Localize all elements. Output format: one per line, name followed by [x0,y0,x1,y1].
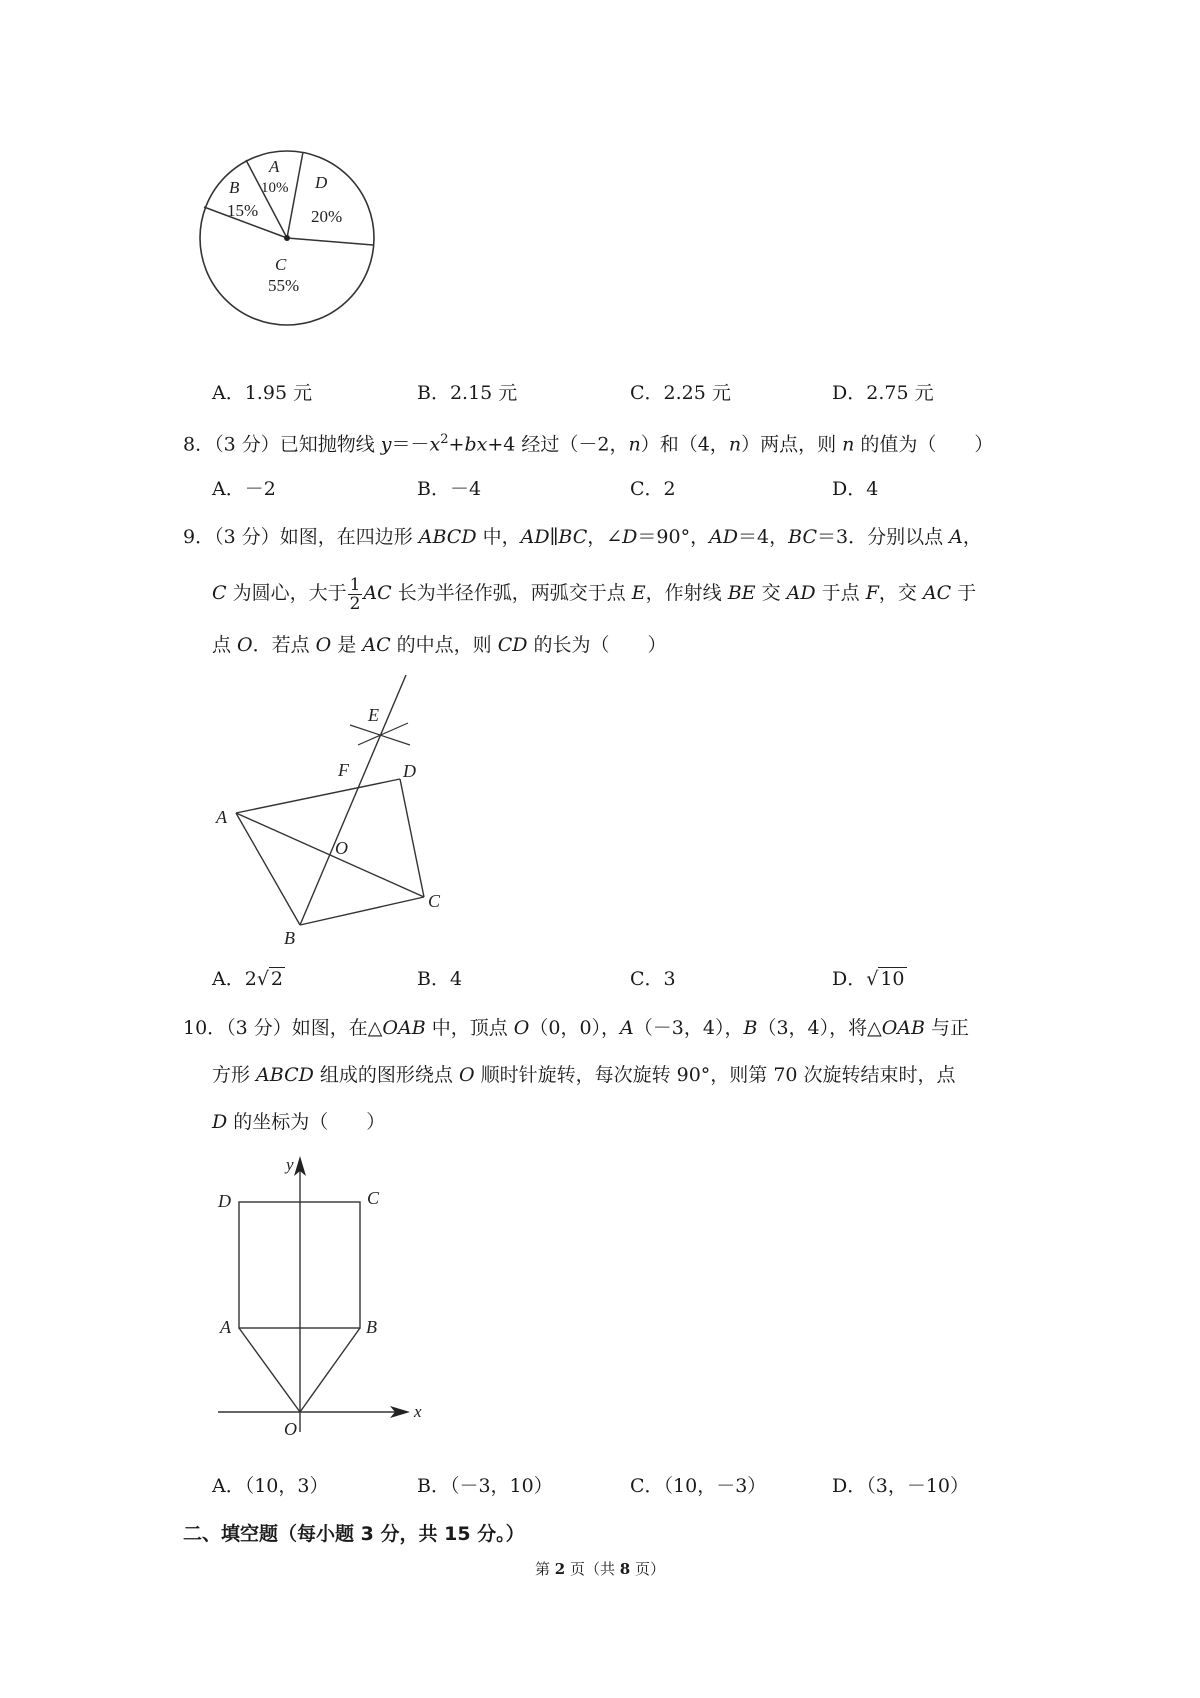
point-label-e: E [368,705,379,725]
q8-var-y: y [380,433,392,456]
q9-var: C [212,582,227,604]
q9-text: ， [962,526,982,548]
q10-option-b[interactable]: B．（－3，10） [417,1475,553,1497]
q10-var: OAB [881,1017,925,1039]
q9-text: 为圆心，大于 [226,582,347,604]
q10-text: 方形 [212,1064,257,1086]
q8-text: ）两点，则 [741,433,843,456]
segment-cb [300,897,424,925]
slice-label-d: D [315,173,328,192]
q9-var: O [237,634,253,656]
q10-stem-line-3 [212,1108,385,1136]
q10-var: O [458,1064,475,1086]
ray-be [300,675,406,925]
page-footer [0,1558,1200,1580]
q9-option-a[interactable] [212,965,285,993]
q9-var: D [622,526,638,548]
point-label-f: F [338,760,349,780]
slice-pct-c: 55% [268,276,300,295]
point-label-o: O [284,1419,297,1439]
pie-chart [195,148,385,333]
q9-stem-line-3 [212,631,667,659]
q8-option-d[interactable]: D．4 [832,478,879,500]
q7-option-c[interactable]: C．2.25 元 [630,382,731,404]
q10-option-c[interactable]: C．（10，－3） [630,1475,767,1497]
footer-text: 第 [535,1560,555,1578]
radicand: 2 [270,968,284,990]
q9-option-c[interactable]: C．3 [630,968,676,990]
q9-text: 的长为（ ） [527,634,667,656]
q9-text: ∥ [549,526,559,548]
q10-option-a[interactable]: A．（10，3） [212,1475,329,1497]
axis-label-x: x [414,1402,422,1421]
q10-text: 的坐标为（ ） [227,1111,386,1133]
q9-var: BC [788,526,817,548]
q10-coordinate-figure [210,1152,435,1442]
q9-text: ，作射线 [645,582,728,604]
point-label-c: C [428,891,441,911]
q9-var: AC [362,634,391,656]
fraction-numerator: 1 [349,574,361,595]
section-text: 二、填空题（每小题 [183,1523,361,1545]
q8-text: ）和（4， [640,433,729,456]
q9-text: 点 [212,634,238,656]
segment-ob [300,1328,360,1412]
q8-text: +4 经过（－2， [487,433,629,456]
q9-var: ABCD [418,526,477,548]
q9-text: ，交 [878,582,923,604]
radicand: 10 [880,968,905,990]
q10-text: （0，0）， [529,1017,621,1039]
q9-var: AC [922,582,952,604]
q9-option-a-text: A．2 [212,968,257,990]
q9-var: O [315,634,332,656]
q9-var: F [865,582,879,604]
q8-var-n: n [842,433,855,456]
q9-text: ，∠ [587,526,623,548]
q8-option-c[interactable]: C．2 [630,478,676,500]
footer-text: 页） [630,1560,665,1578]
q9-text: 9．（3 分）如图，在四边形 [183,526,419,548]
point-label-b: B [366,1317,377,1337]
q8-text: 的值为（ ） [854,433,994,456]
q10-text: 组成的图形绕点 [313,1064,459,1086]
slice-pct-d: 20% [311,207,343,226]
q9-text: 交 [755,582,787,604]
q8-var-bx: bx [464,433,488,456]
point-label-d: D [403,761,416,781]
page-number: 2 [554,1560,566,1578]
q8-option-a[interactable]: A．－2 [212,478,276,500]
q10-var: ABCD [256,1064,314,1086]
segment-ba [236,813,300,925]
point-label-a: A [216,807,227,827]
q9-option-b[interactable]: B．4 [417,968,463,990]
q9-text: ＝4， [738,526,789,548]
q10-option-d[interactable]: D．（3，－10） [832,1475,969,1497]
slice-label-a: A [269,157,280,176]
q9-geometry-figure [208,675,458,950]
pie-divider-a-d [287,152,303,238]
q9-text: 于 [951,582,977,604]
q10-var: B [743,1017,758,1039]
q10-var: D [212,1111,228,1133]
q10-text: （3，4），将△ [757,1017,882,1039]
q8-text: 8．（3 分）已知抛物线 [183,433,381,456]
q10-text: 顺时针旋转，每次旋转 90°，则第 70 次旋转结束时，点 [474,1064,956,1086]
q8-text: ＝－ [391,433,430,456]
segment-dc [400,779,424,897]
segment-oa [239,1328,300,1412]
q8-var-x: x [429,433,441,456]
section-number: 15 [444,1523,471,1545]
point-label-b: B [284,928,295,948]
q10-var: O [513,1017,530,1039]
section-number: 3 [360,1523,374,1545]
q8-option-b[interactable]: B．－4 [417,478,482,500]
pie-divider-d-c [287,238,373,245]
slice-label-c: C [275,255,287,274]
point-label-o: O [335,838,348,858]
q8-var-n: n [628,433,641,456]
q9-stem-line-1 [183,523,982,551]
q9-var: AC [363,582,392,604]
q10-text: （－3，4）， [633,1017,744,1039]
q9-var: BE [727,582,756,604]
q7-option-a[interactable]: A．1.95 元 [212,382,313,404]
point-label-c: C [367,1188,380,1208]
q9-text: 长为半径作弧，两弧交于点 [391,582,632,604]
axis-label-y: y [286,1155,294,1174]
pie-center-dot [284,235,290,241]
fraction-denominator: 2 [349,593,361,614]
pie-divider-b-a [246,160,287,238]
page-total: 8 [619,1560,631,1578]
point-label-d: D [218,1191,231,1211]
slice-label-b: B [229,178,240,197]
q9-text: 的中点，则 [390,634,498,656]
section-text: 分。） [470,1523,525,1545]
q10-text: 与正 [925,1017,970,1039]
q7-option-b[interactable]: B．2.15 元 [417,382,518,404]
q10-stem-line-1 [183,1014,969,1042]
q10-text: 10．（3 分）如图，在△ [183,1017,383,1039]
q9-var: AD [709,526,739,548]
q9-text: 于点 [815,582,866,604]
q9-var: CD [497,634,528,656]
q9-text: 是 [331,634,363,656]
q9-var: E [631,582,646,604]
section-heading-fill-in [183,1520,525,1548]
q8-stem [183,426,993,458]
q9-stem-line-2 [212,573,976,613]
q10-var: OAB [382,1017,426,1039]
sqrt-symbol: √ 2 [256,968,284,990]
q9-text: ＝3．分别以点 [817,526,950,548]
q8-var-n: n [728,433,742,456]
q9-text: ＝90°， [637,526,710,548]
footer-text: 页（共 [565,1560,620,1578]
q9-option-d[interactable] [832,965,907,993]
q7-option-d[interactable]: D．2.75 元 [832,382,934,404]
q9-text: 中， [476,526,521,548]
slice-pct-b: 15% [227,201,259,220]
fraction-one-half [348,576,363,613]
segment-ad [236,779,400,813]
q9-var: A [949,526,963,548]
sqrt-symbol: √ 10 [866,968,905,990]
q9-var: AD [520,526,550,548]
q8-exponent: 2 [440,432,449,447]
q9-text: ．若点 [252,634,316,656]
slice-pct-a: 10% [261,180,289,196]
q10-text: 中，顶点 [425,1017,514,1039]
q10-stem-line-2 [212,1061,956,1089]
q8-text: + [448,433,465,456]
q9-var: BC [558,526,588,548]
q10-var: A [620,1017,634,1039]
point-label-a: A [220,1317,231,1337]
section-text: 分，共 [373,1523,445,1545]
q9-option-d-text: D． [832,968,867,990]
q9-var: AD [786,582,816,604]
